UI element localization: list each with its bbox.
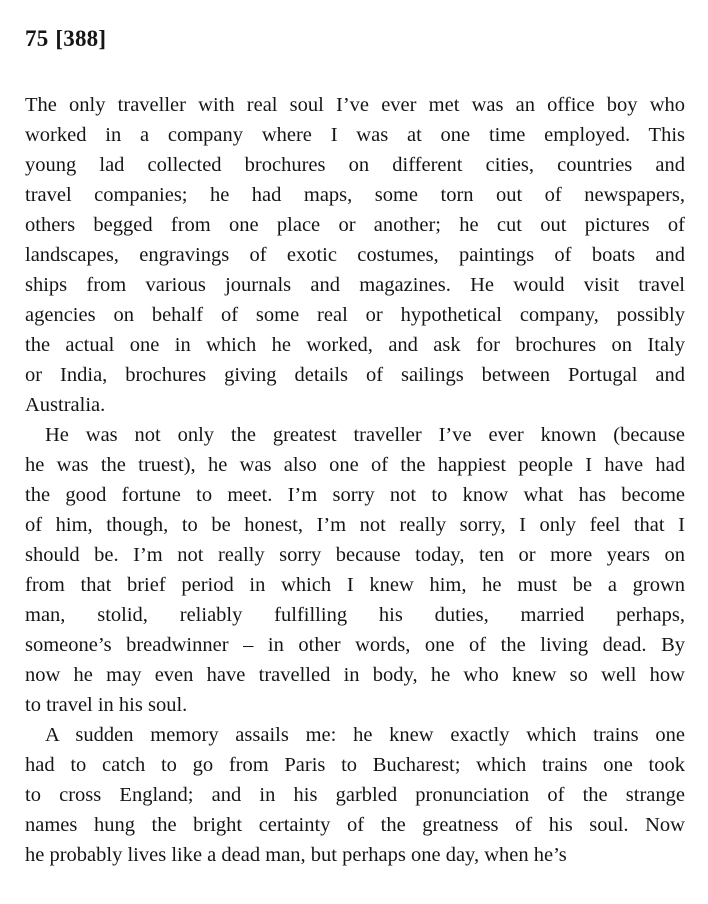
text-line: the actual one in which he worked, and ask for brochures on Italy <box>25 334 685 356</box>
text-line: now he may even have travelled in body, he who knew so well how <box>25 664 685 686</box>
text-line: agencies on behalf of some real or hypothetical company, possibly <box>25 304 685 326</box>
text-line: man, stolid, reliably fulfilling his duties, married perhaps, <box>25 604 685 626</box>
section-heading <box>25 24 685 54</box>
text-line: or India, brochures giving details of sailings between Portugal and <box>25 364 685 386</box>
text-line: he probably lives like a dead man, but perhaps one day, when he’s <box>25 844 567 866</box>
paragraph <box>25 420 685 720</box>
text-line: He was not only the greatest traveller I’ve ever known (because <box>45 424 685 446</box>
text-line: he was the truest), he was also one of the happiest people I have had <box>25 454 685 476</box>
text-line: A sudden memory assails me: he knew exactly which trains one <box>45 724 685 746</box>
section-number: 75 <box>25 26 49 51</box>
text-line: travel companies; he had maps, some torn out of newspapers, <box>25 184 685 206</box>
text-line: The only traveller with real soul I’ve ever met was an office boy who <box>25 94 685 116</box>
text-line: young lad collected brochures on different cities, countries and <box>25 154 685 176</box>
text-line: names hung the bright certainty of the greatness of his soul. Now <box>25 814 685 836</box>
text-line: of him, though, to be honest, I’m not really sorry, I only feel that I <box>25 514 685 536</box>
text-line: worked in a company where I was at one time employed. This <box>25 124 685 146</box>
text-line: to travel in his soul. <box>25 694 188 716</box>
text-line: the good fortune to meet. I’m sorry not to know what has become <box>25 484 685 506</box>
text-line: others begged from one place or another; he cut out pictures of <box>25 214 685 236</box>
text-line: Australia. <box>25 394 106 416</box>
body-text <box>25 90 685 870</box>
text-line: landscapes, engravings of exotic costumes, paintings of boats and <box>25 244 685 266</box>
paragraph <box>25 720 685 870</box>
text-line: should be. I’m not really sorry because today, ten or more years on <box>25 544 685 566</box>
text-line: ships from various journals and magazines. He would visit travel <box>25 274 685 296</box>
text-line: to cross England; and in his garbled pronunciation of the strange <box>25 784 685 806</box>
text-line: someone’s breadwinner – in other words, one of the living dead. By <box>25 634 685 656</box>
paragraph <box>25 90 685 420</box>
section-reference: [388] <box>55 26 107 51</box>
text-line: had to catch to go from Paris to Bucharest; which trains one took <box>25 754 685 776</box>
text-line: from that brief period in which I knew him, he must be a grown <box>25 574 685 596</box>
